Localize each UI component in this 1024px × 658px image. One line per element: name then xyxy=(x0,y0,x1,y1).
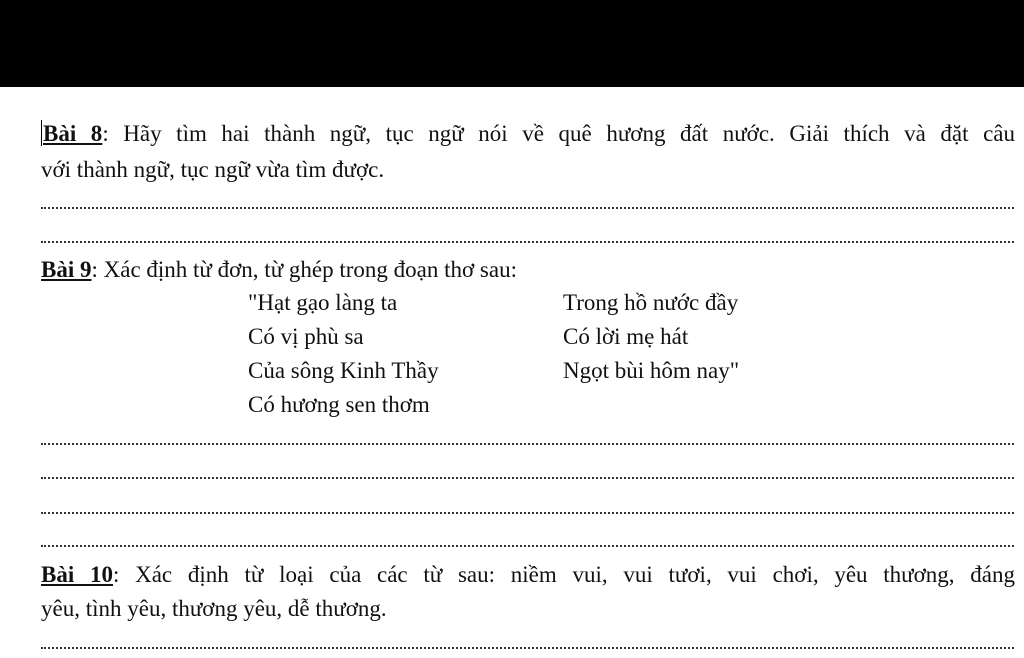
bai10-line1 xyxy=(41,562,1015,588)
top-black-bar xyxy=(0,0,1024,87)
bai9-label: Bài 9 xyxy=(41,257,92,282)
poem-right-line: Có lời mẹ hát xyxy=(563,324,689,349)
bai9-line xyxy=(41,257,517,283)
poem-left-line: Có vị phù sa xyxy=(248,324,364,349)
answer-line[interactable] xyxy=(41,647,1014,649)
bai10-text-line1: : Xác định từ loại của các từ sau: niềm vui, vui tươi, vui chơi, yêu thương, đáng xyxy=(112,562,1015,587)
poem-left-line: Của sông Kinh Thầy xyxy=(248,358,439,383)
poem-left-line: Có hương sen thơm xyxy=(248,392,430,417)
document-page xyxy=(0,87,1024,658)
poem-left-line: "Hạt gạo làng ta xyxy=(248,290,398,315)
answer-line[interactable] xyxy=(41,545,1014,547)
answer-line[interactable] xyxy=(41,207,1014,209)
bai9-text: : Xác định từ đơn, từ ghép trong đoạn thơ sau: xyxy=(91,257,517,282)
bai8-line1 xyxy=(41,120,1015,147)
bai8-text-line1: : Hãy tìm hai thành ngữ, tục ngữ nói về quê hương đất nước. Giải thích và đặt câu xyxy=(102,121,1015,146)
answer-line[interactable] xyxy=(41,443,1014,445)
bai8-label: Bài 8 xyxy=(43,121,103,146)
text-cursor xyxy=(41,120,42,146)
answer-line[interactable] xyxy=(41,241,1014,243)
poem-right-line: Ngọt bùi hôm nay" xyxy=(563,358,740,383)
bai10-line2: yêu, tình yêu, thương yêu, dễ thương. xyxy=(41,596,387,621)
answer-line[interactable] xyxy=(41,477,1014,479)
answer-line[interactable] xyxy=(41,512,1014,514)
bai10-label: Bài 10 xyxy=(41,562,113,587)
poem-right-line: Trong hồ nước đầy xyxy=(563,290,739,315)
bai8-line2: với thành ngữ, tục ngữ vừa tìm được. xyxy=(41,157,385,182)
